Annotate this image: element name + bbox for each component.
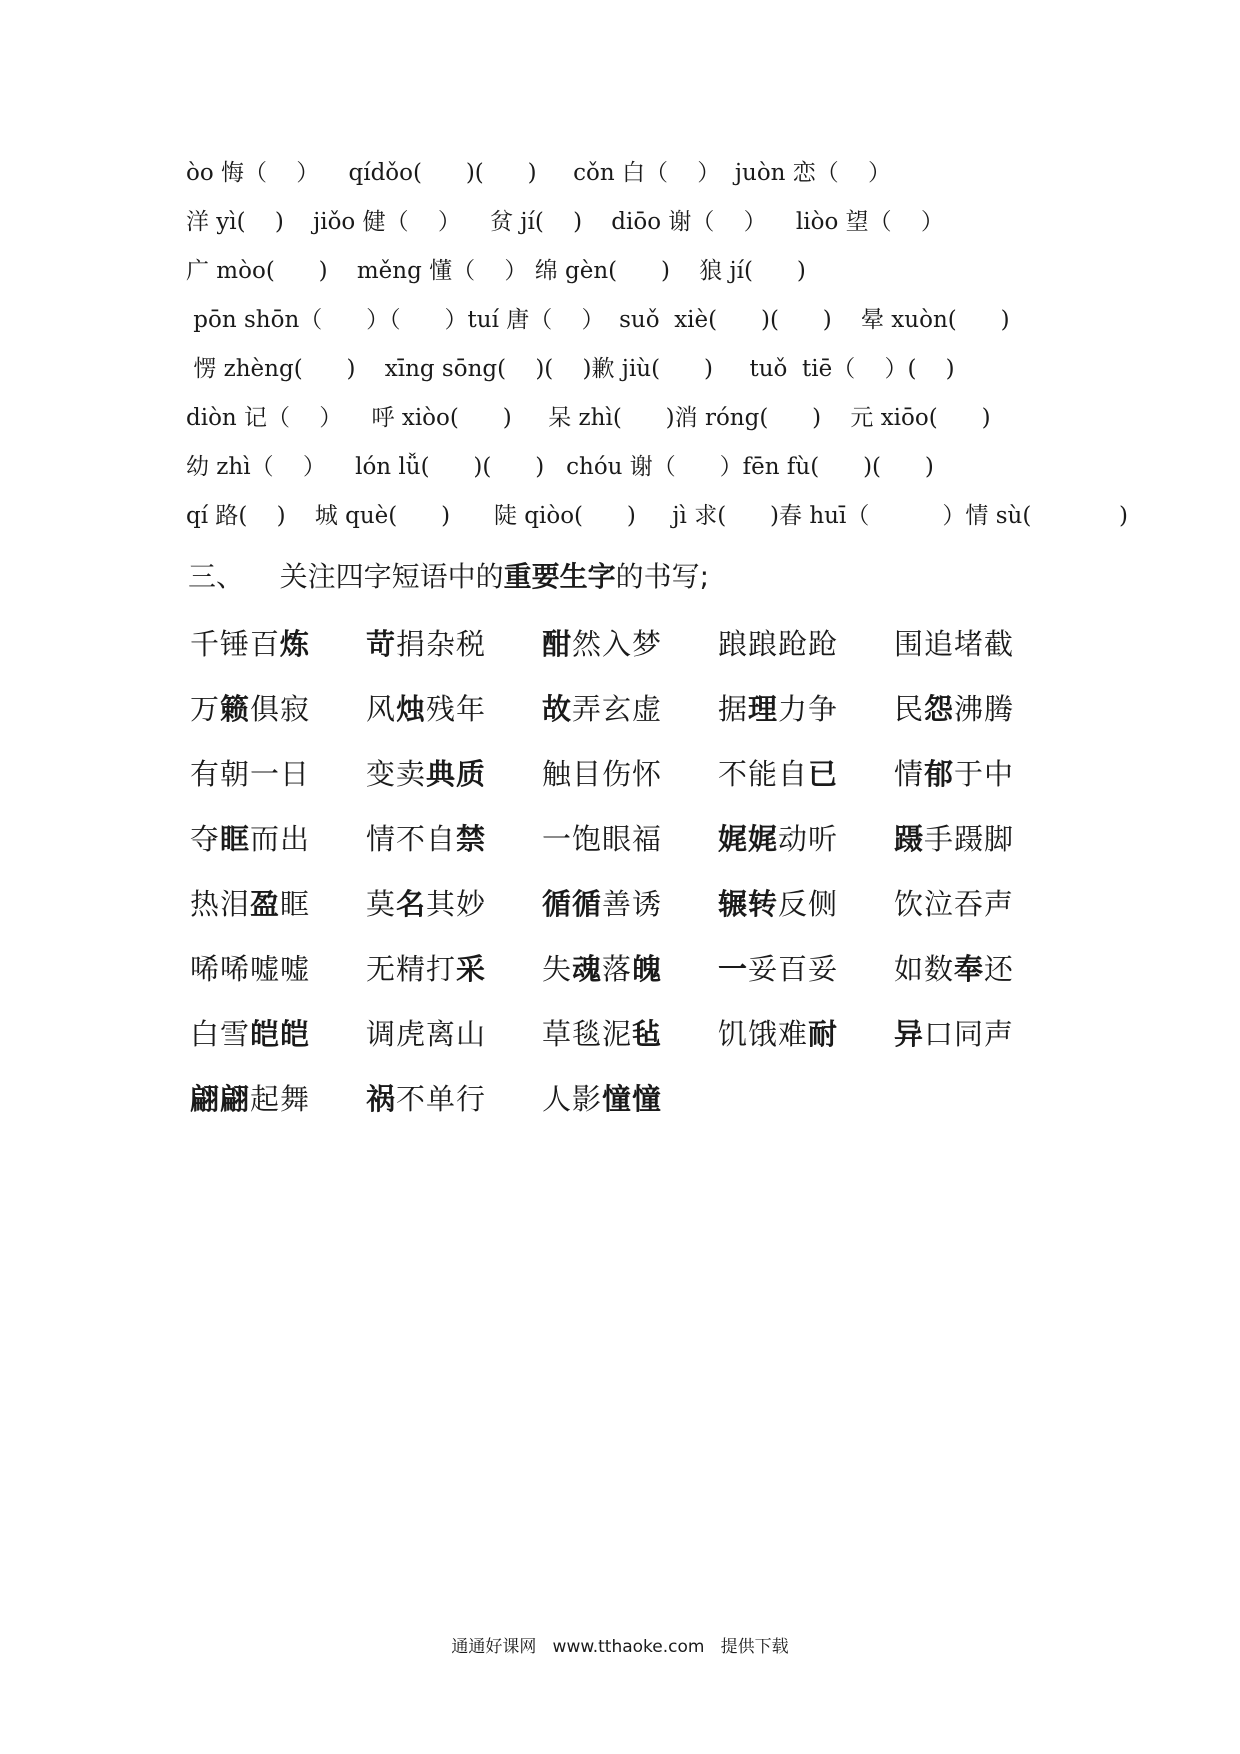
footer: 通通好课网 www.tthaoke.com 提供下载 xyxy=(451,1637,789,1657)
idiom-item xyxy=(718,817,838,858)
idiom-key-char: 典质 xyxy=(426,757,487,791)
idiom-key-char: 魄 xyxy=(632,952,663,986)
section-heading-prefix: 三、 关注四字短语中的 xyxy=(188,560,504,593)
idiom-text: 口同声 xyxy=(924,1017,1015,1051)
idiom-key-char: 酣 xyxy=(542,627,573,661)
idiom-text: 无精打 xyxy=(366,952,457,986)
idiom-item xyxy=(894,687,1014,728)
idiom-key-char: 皑皑 xyxy=(250,1017,311,1051)
idiom-text: 失 xyxy=(542,952,573,986)
idiom-key-char: 名 xyxy=(396,887,427,921)
idiom-item xyxy=(718,947,838,988)
idiom-text: 白雪 xyxy=(190,1017,251,1051)
idiom-text: 弄玄虚 xyxy=(572,692,663,726)
idiom-text: 如数 xyxy=(894,952,955,986)
idiom-item xyxy=(542,752,662,793)
idiom-text: 热泪 xyxy=(190,887,251,921)
idiom-item xyxy=(894,1012,1014,1053)
idiom-item xyxy=(366,1012,486,1053)
idiom-text: 眶 xyxy=(280,887,311,921)
idiom-text: 不单行 xyxy=(396,1082,487,1116)
idiom-item xyxy=(894,947,1014,988)
idiom-key-char: 异 xyxy=(894,1017,925,1051)
idiom-text: 围追堵截 xyxy=(894,627,1015,661)
idiom-key-char: 烛 xyxy=(396,692,427,726)
section-heading-suffix: 的书写; xyxy=(615,560,710,593)
idiom-item xyxy=(366,752,486,793)
idiom-text: 人影 xyxy=(542,1082,603,1116)
idiom-item xyxy=(894,882,1014,923)
idiom-key-char: 一 xyxy=(718,952,749,986)
idiom-item xyxy=(894,817,1014,858)
idiom-key-char: 毡 xyxy=(632,1017,663,1051)
pinyin-line: diòn 记（ ） 呼 xiòo( ) 呆 zhì( )消 róng( ) 元 xiōo( ) xyxy=(186,405,991,431)
idiom-item xyxy=(190,817,310,858)
idiom-text: 调虎离山 xyxy=(366,1017,487,1051)
idiom-text: 起舞 xyxy=(250,1082,311,1116)
idiom-item xyxy=(366,1077,486,1118)
idiom-key-char: 苛 xyxy=(366,627,397,661)
idiom-text: 动听 xyxy=(778,822,839,856)
idiom-text: 情 xyxy=(894,757,925,791)
idiom-key-char: 辗转 xyxy=(718,887,779,921)
idiom-key-char: 耐 xyxy=(808,1017,839,1051)
idiom-text: 残年 xyxy=(426,692,487,726)
idiom-text: 其妙 xyxy=(426,887,487,921)
idiom-text: 一饱眼福 xyxy=(542,822,663,856)
idiom-text: 力争 xyxy=(778,692,839,726)
idiom-item xyxy=(190,687,310,728)
idiom-item xyxy=(190,882,310,923)
idiom-item xyxy=(366,947,486,988)
idiom-key-char: 憧憧 xyxy=(602,1082,663,1116)
idiom-item xyxy=(190,1012,310,1053)
pinyin-line: 洋 yì( ) jiǒo 健（ ） 贫 jí( ) diōo 谢（ ） liòo 望（ ） xyxy=(186,209,944,235)
idiom-key-char: 故 xyxy=(542,692,573,726)
idiom-item xyxy=(718,882,838,923)
idiom-item xyxy=(190,622,310,663)
pinyin-line: 广 mòo( ) měng 懂（ ） 绵 gèn( ) 狼 jí( ) xyxy=(186,258,806,284)
idiom-key-char: 怨 xyxy=(924,692,955,726)
idiom-text: 风 xyxy=(366,692,397,726)
idiom-text: 妥百妥 xyxy=(748,952,839,986)
idiom-key-char: 眶 xyxy=(220,822,251,856)
idiom-text: 情不自 xyxy=(366,822,457,856)
idiom-text: 善诱 xyxy=(602,887,663,921)
idiom-text: 不能自 xyxy=(718,757,809,791)
idiom-key-char: 魂 xyxy=(572,952,603,986)
idiom-text: 然入梦 xyxy=(572,627,663,661)
idiom-text: 落 xyxy=(602,952,633,986)
section-heading xyxy=(188,555,709,595)
idiom-text: 于中 xyxy=(954,757,1015,791)
idiom-item xyxy=(542,882,662,923)
idiom-item xyxy=(190,947,310,988)
idiom-key-char: 盈 xyxy=(250,887,281,921)
pinyin-line: qí 路( ) 城 què( ) 陡 qiòo( ) jì 求( )春 huī（ ）情 sù( ) xyxy=(186,503,1129,529)
idiom-text: 唏唏嘘嘘 xyxy=(190,952,311,986)
idiom-text: 触目伤怀 xyxy=(542,757,663,791)
idiom-text: 而出 xyxy=(250,822,311,856)
section-heading-bold: 重要生字 xyxy=(503,560,616,593)
idiom-text: 饥饿难 xyxy=(718,1017,809,1051)
idiom-item xyxy=(894,622,1014,663)
idiom-key-char: 翩翩 xyxy=(190,1082,251,1116)
idiom-item xyxy=(190,1077,310,1118)
pinyin-line: pōn shōn（ ）（ ）tuí 唐（ ） suǒ xiè( )( ) 晕 xuòn( ) xyxy=(186,307,1010,333)
idiom-item xyxy=(718,752,838,793)
idiom-text: 万 xyxy=(190,692,221,726)
pinyin-line: 愣 zhèng( ) xīng sōng( )( )歉 jiù( ) tuǒ tiē（ ）( ) xyxy=(186,356,955,382)
idiom-key-char: 禁 xyxy=(456,822,487,856)
idiom-item xyxy=(366,817,486,858)
idiom-item xyxy=(542,817,662,858)
idiom-item xyxy=(190,752,310,793)
idiom-text: 捐杂税 xyxy=(396,627,487,661)
idiom-text: 莫 xyxy=(366,887,397,921)
idiom-text: 手蹑脚 xyxy=(924,822,1015,856)
pinyin-line: 幼 zhì（ ） lón lǚ( )( ) chóu 谢（ ）fēn fù( )( ) xyxy=(186,454,934,480)
idiom-key-char: 循循 xyxy=(542,887,603,921)
idiom-text: 有朝一日 xyxy=(190,757,311,791)
idiom-text: 变卖 xyxy=(366,757,427,791)
idiom-key-char: 郁 xyxy=(924,757,955,791)
idiom-text: 民 xyxy=(894,692,925,726)
idiom-item xyxy=(718,687,838,728)
idiom-text: 还 xyxy=(984,952,1015,986)
idiom-key-char: 奉 xyxy=(954,952,985,986)
idiom-text: 据 xyxy=(718,692,749,726)
idiom-text: 俱寂 xyxy=(250,692,311,726)
idiom-key-char: 炼 xyxy=(280,627,311,661)
idiom-item xyxy=(542,1077,662,1118)
idiom-key-char: 籁 xyxy=(220,692,251,726)
idiom-key-char: 祸 xyxy=(366,1082,397,1116)
pinyin-line: òo 悔（ ） qídǒo( )( ) cǒn 白（ ） juòn 恋（ ） xyxy=(186,160,892,186)
idiom-text: 草毯泥 xyxy=(542,1017,633,1051)
idiom-item xyxy=(542,947,662,988)
idiom-item xyxy=(542,687,662,728)
idiom-item xyxy=(366,882,486,923)
idiom-text: 沸腾 xyxy=(954,692,1015,726)
idiom-key-char: 已 xyxy=(808,757,839,791)
idiom-text: 千锤百 xyxy=(190,627,281,661)
idiom-item xyxy=(366,622,486,663)
idiom-text: 踉踉跄跄 xyxy=(718,627,839,661)
idiom-item xyxy=(718,622,838,663)
idiom-item xyxy=(542,1012,662,1053)
idiom-key-char: 理 xyxy=(748,692,779,726)
idiom-item xyxy=(366,687,486,728)
idiom-text: 饮泣吞声 xyxy=(894,887,1015,921)
idiom-item xyxy=(894,752,1014,793)
idiom-item xyxy=(542,622,662,663)
idiom-key-char: 娓娓 xyxy=(718,822,779,856)
idiom-key-char: 采 xyxy=(456,952,487,986)
idiom-text: 夺 xyxy=(190,822,221,856)
idiom-key-char: 蹑 xyxy=(894,822,925,856)
idiom-text: 反侧 xyxy=(778,887,839,921)
idiom-item xyxy=(718,1012,838,1053)
